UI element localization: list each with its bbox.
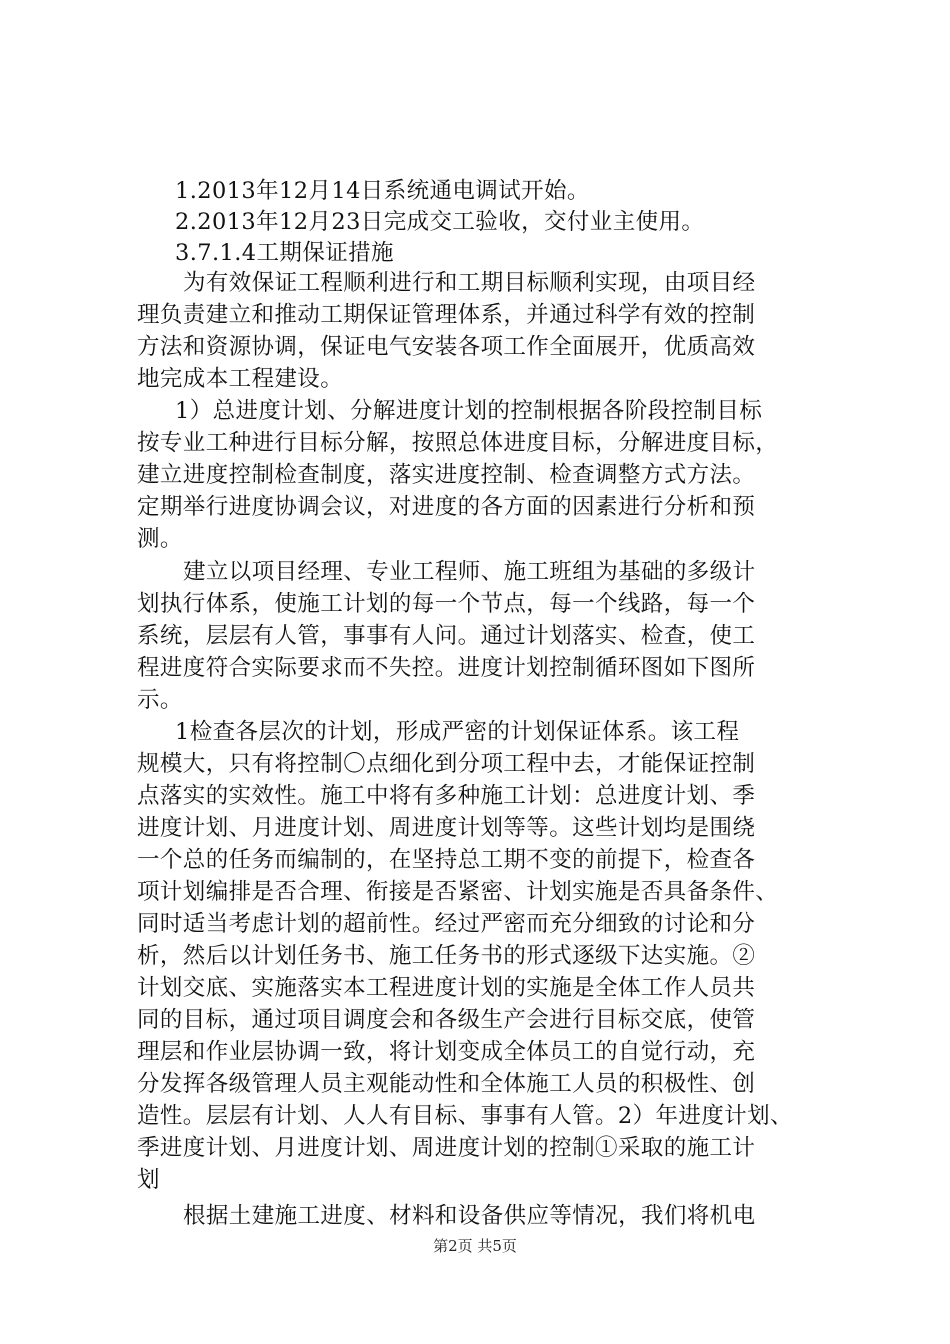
paragraph-line: 1）总进度计划、分解进度计划的控制根据各阶段控制目标 [175,398,763,424]
page-number-footer: 第2页 共5页 [433,1237,517,1255]
paragraph-line: 理负责建立和推动工期保证管理体系，并通过科学有效的控制 [137,302,756,328]
paragraph-line: 同时适当考虑计划的超前性。经过严密而充分细致的讨论和分 [137,911,756,937]
paragraph-line: 划 [137,1167,160,1193]
paragraph-line: 一个总的任务而编制的，在坚持总工期不变的前提下，检查各 [137,847,756,873]
paragraph-line: 析，然后以计划任务书、施工任务书的形式逐级下达实施。② [137,943,756,969]
paragraph-line: 根据土建施工进度、材料和设备供应等情况，我们将机电 [183,1203,756,1229]
paragraph-line: 为有效保证工程顺利进行和工期目标顺利实现，由项目经 [183,270,756,296]
paragraph-line: 计划交底、实施落实本工程进度计划的实施是全体工作人员共 [137,975,756,1001]
paragraph-line: 方法和资源协调，保证电气安装各项工作全面展开，优质高效 [137,334,756,360]
paragraph-line: 分发挥各级管理人员主观能动性和全体施工人员的积极性、创 [137,1071,756,1097]
paragraph-line: 理层和作业层协调一致，将计划变成全体员工的自觉行动，充 [137,1039,756,1065]
paragraph-line: 程进度符合实际要求而不失控。进度计划控制循环图如下图所 [137,655,756,681]
paragraph-line: 项计划编排是否合理、衔接是否紧密、计划实施是否具备条件、 [137,879,779,905]
paragraph-line: 造性。层层有计划、人人有目标、事事有人管。2）年进度计划、 [137,1103,793,1129]
paragraph-line: 示。 [137,687,183,713]
paragraph-line: 同的目标，通过项目调度会和各级生产会进行目标交底，使管 [137,1007,756,1033]
paragraph-line: 季进度计划、月进度计划、周进度计划的控制①采取的施工计 [137,1135,756,1161]
section-heading: 3.7.1.4工期保证措施 [175,240,394,266]
paragraph-line: 定期举行进度协调会议，对进度的各方面的因素进行分析和预 [137,494,756,520]
paragraph-line: 地完成本工程建设。 [137,366,344,392]
paragraph-line: 1检查各层次的计划，形成严密的计划保证体系。该工程 [175,719,740,745]
paragraph-line: 划执行体系，使施工计划的每一个节点，每一个线路，每一个 [137,591,756,617]
paragraph-line: 点落实的实效性。施工中将有多种施工计划：总进度计划、季 [137,783,756,809]
paragraph-line: 系统，层层有人管，事事有人问。通过计划落实、检查，使工 [137,623,756,649]
paragraph-line: 测。 [137,526,183,552]
paragraph-line: 建立以项目经理、专业工程师、施工班组为基础的多级计 [183,559,756,585]
paragraph-line: 建立进度控制检查制度，落实进度控制、检查调整方式方法。 [137,462,756,488]
text-line: 1.2013年12月14日系统通电调试开始。 [175,178,590,204]
text-line: 2.2013年12月23日完成交工验收，交付业主使用。 [175,209,705,235]
paragraph-line: 进度计划、月进度计划、周进度计划等等。这些计划均是围绕 [137,815,756,841]
paragraph-line: 按专业工种进行目标分解，按照总体进度目标，分解进度目标， [137,430,779,456]
paragraph-line: 规模大，只有将控制〇点细化到分项工程中去，才能保证控制 [137,751,756,777]
